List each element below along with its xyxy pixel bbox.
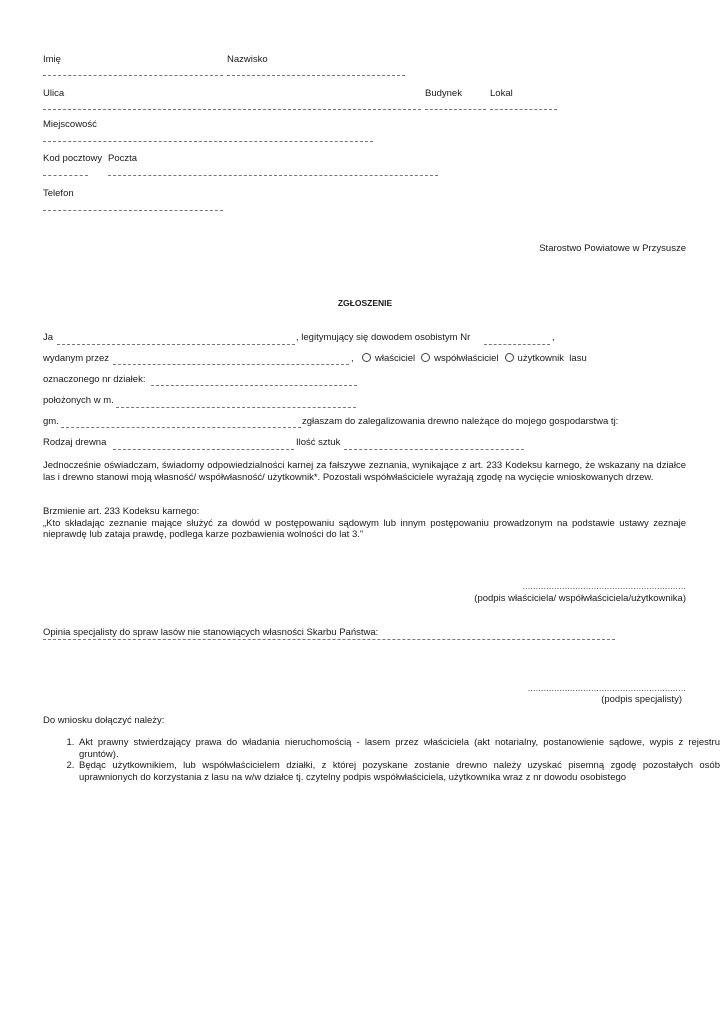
poczta-label: Poczta — [108, 153, 138, 164]
miejscowosc-label: Miejscowość — [43, 119, 97, 130]
radio-wspolwlasciciel[interactable] — [421, 353, 430, 362]
specialist-signature-caption: (podpis specjalisty) — [601, 694, 682, 705]
poczta-field[interactable] — [108, 175, 438, 176]
radio-wlasciciel-label: właściciel — [375, 353, 416, 364]
radio-wspolwlasciciel-label: współwłaściciel — [434, 353, 499, 364]
id-number-field[interactable] — [484, 344, 550, 345]
nazwisko-label: Nazwisko — [227, 54, 268, 65]
lasu-label: lasu — [569, 353, 587, 364]
lokal-label: Lokal — [490, 88, 513, 99]
gmina-label: gm. — [43, 416, 59, 427]
miejscowosc-las-field[interactable] — [116, 407, 356, 408]
zglaszam-text: zgłaszam do zalegalizowania drewno należące do mojego gospodarstwa tj: — [302, 416, 619, 427]
ownership-options — [356, 353, 587, 364]
miejscowosc-field[interactable] — [43, 141, 373, 142]
attachment-item: 1. Akt prawny stwierdzający prawa do władania nieruchomością - lasem przez właściciela (akt notarialny, postanowienie sądowe, wypis z rejestru gruntów). — [77, 737, 720, 760]
id-label: , legitymujący się dowodem osobistym Nr — [296, 332, 471, 343]
declaration-text: Jednocześnie oświadczam, świadomy odpowiedzialności karnej za fałszywe zeznania, wynikające z art. 233 Kodeksu karnego, że wskazany na działce las i drewno stanowi moją własność/ współwłasność/ użytkownik*. Pozostali współwłaściciele wyrażają zgodę na wycięcie wnioskowanych drzew. — [43, 460, 686, 483]
telefon-label: Telefon — [43, 188, 74, 199]
name-field[interactable] — [57, 344, 295, 345]
radio-uzytkownik-label: użytkownik — [517, 353, 565, 364]
rodzaj-drewna-label: Rodzaj drewna — [43, 437, 107, 448]
comma-2: , — [351, 353, 354, 364]
kod-pocztowy-label: Kod pocztowy — [43, 153, 103, 164]
page-title: ZGŁOSZENIE — [337, 298, 393, 308]
imie-field[interactable] — [43, 75, 223, 76]
wydanym-label: wydanym przez — [43, 353, 109, 364]
owner-signature-line[interactable]: .............................................................. — [522, 581, 686, 592]
nazwisko-field[interactable] — [227, 75, 405, 76]
issuer-field[interactable] — [113, 364, 349, 365]
article-heading: Brzmienie art. 233 Kodeksu karnego: — [43, 506, 200, 517]
imie-label: Imię — [43, 54, 61, 65]
telefon-field[interactable] — [43, 210, 223, 211]
ulica-field[interactable] — [43, 109, 421, 110]
specialist-signature-line[interactable]: ............................................................ — [527, 683, 686, 694]
radio-uzytkownik[interactable] — [505, 353, 514, 362]
attachments-heading: Do wniosku dołączyć należy: — [43, 715, 165, 726]
specialist-opinion-field[interactable] — [43, 639, 615, 640]
rodzaj-drewna-field[interactable] — [113, 449, 294, 450]
attachments-list — [43, 737, 720, 783]
comma: , — [552, 332, 555, 343]
ja-label: Ja — [43, 332, 54, 343]
article-text: „Kto składając zeznanie mające służyć za dowód w postępowaniu sądowym lub innym postępowaniu prowadzonym na podstawie ustawy zeznaje nieprawdę lub zataja prawdę, podlega karze pozbawienia wolności do lat 3.” — [43, 517, 686, 541]
attachment-item: 2. Będąc użytkownikiem, lub współwłaścicielem działki, z której pozyskane zostanie drewno należy uzyskać pisemną zgodę pozostałych osób uprawnionych do korzystania z lasu na w/w działce tj. czytelny podpis współwłaściciela, użytkownika wraz z nr dowodu osobistego — [77, 760, 720, 783]
dzialki-field[interactable] — [151, 385, 357, 386]
ilosc-sztuk-label: Ilość sztuk — [296, 437, 341, 448]
owner-signature-caption: (podpis właściciela/ współwłaściciela/użytkownika) — [474, 593, 686, 604]
gmina-field[interactable] — [61, 427, 301, 428]
radio-wlasciciel[interactable] — [362, 353, 371, 362]
budynek-field[interactable] — [425, 109, 486, 110]
kod-pocztowy-field[interactable] — [43, 175, 88, 176]
miejscowosc-las-label: położonych w m. — [43, 395, 114, 406]
dzialki-label: oznaczonego nr działek: — [43, 374, 146, 385]
lokal-field[interactable] — [490, 109, 557, 110]
recipient: Starostwo Powiatowe w Przysusze — [539, 243, 686, 254]
article-block — [43, 506, 686, 541]
ilosc-sztuk-field[interactable] — [344, 449, 524, 450]
ulica-label: Ulica — [43, 88, 65, 99]
budynek-label: Budynek — [425, 88, 462, 99]
specialist-opinion-label: Opinia specjalisty do spraw lasów nie stanowiących własności Skarbu Państwa: — [43, 627, 379, 638]
